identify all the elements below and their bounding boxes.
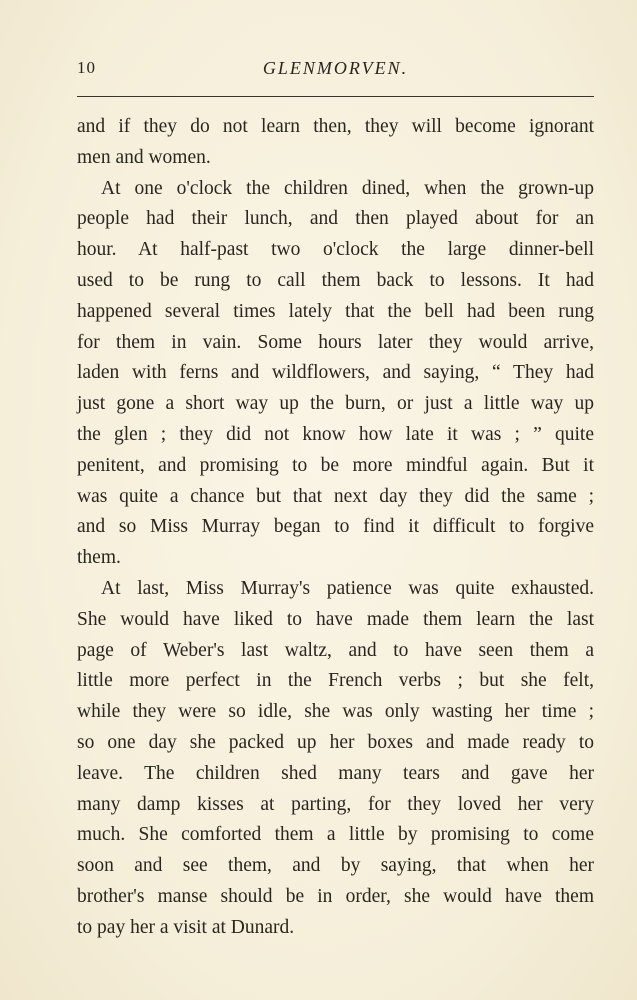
text-line: little more perfect in the French verbs ; but she felt, [77, 670, 594, 692]
text-line: happened several times lately that the bell had been rung [77, 300, 594, 322]
paragraph-2 [77, 174, 594, 574]
text-line: people had their lunch, and then played about for an [77, 208, 594, 230]
text-line: men and women. [77, 146, 211, 168]
text-line: so one day she packed up her boxes and made ready to [77, 731, 594, 753]
text-line: many damp kisses at parting, for they loved her very [77, 793, 594, 815]
text-line: At one o'clock the children dined, when the grown-up [101, 177, 594, 199]
text-line: hour. At half-past two o'clock the large dinner-bell [77, 239, 594, 261]
paragraph-1 [77, 112, 594, 174]
text-line: penitent, and promising to be more mindful again. But it [77, 454, 594, 476]
text-line: the glen ; they did not know how late it was ; ” quite [77, 423, 594, 445]
text-line: laden with ferns and wildflowers, and saying, “ They had [77, 362, 594, 384]
text-line: while they were so idle, she was only wasting her time ; [77, 701, 594, 723]
text-line: was quite a chance but that next day they did the same ; [77, 485, 594, 507]
body-text [77, 112, 594, 944]
text-line: to pay her a visit at Dunard. [77, 916, 295, 938]
text-line: and so Miss Murray began to find it difficult to forgive [77, 516, 594, 538]
text-line: used to be rung to call them back to lessons. It had [77, 269, 594, 291]
text-line: At last, Miss Murray's patience was quite exhausted. [101, 577, 594, 599]
text-line: leave. The children shed many tears and gave her [77, 762, 594, 784]
text-line: soon and see them, and by saying, that when her [77, 855, 594, 877]
header-rule [77, 96, 594, 97]
text-line: page of Weber's last waltz, and to have seen them a [77, 639, 594, 661]
text-line: She would have liked to have made them learn the last [77, 608, 594, 630]
text-line: much. She comforted them a little by promising to come [77, 824, 594, 846]
text-line: for them in vain. Some hours later they would arrive, [77, 331, 594, 353]
running-head [77, 58, 594, 90]
text-line: them. [77, 547, 121, 569]
text-line: brother's manse should be in order, she would have them [77, 885, 594, 907]
text-line: and if they do not learn then, they will become ignorant [77, 116, 594, 137]
page-number: 10 [77, 58, 96, 77]
running-title: GLENMORVEN. [262, 58, 409, 78]
paragraph-3 [77, 574, 594, 944]
text-line: just gone a short way up the burn, or just a little way up [77, 393, 594, 415]
